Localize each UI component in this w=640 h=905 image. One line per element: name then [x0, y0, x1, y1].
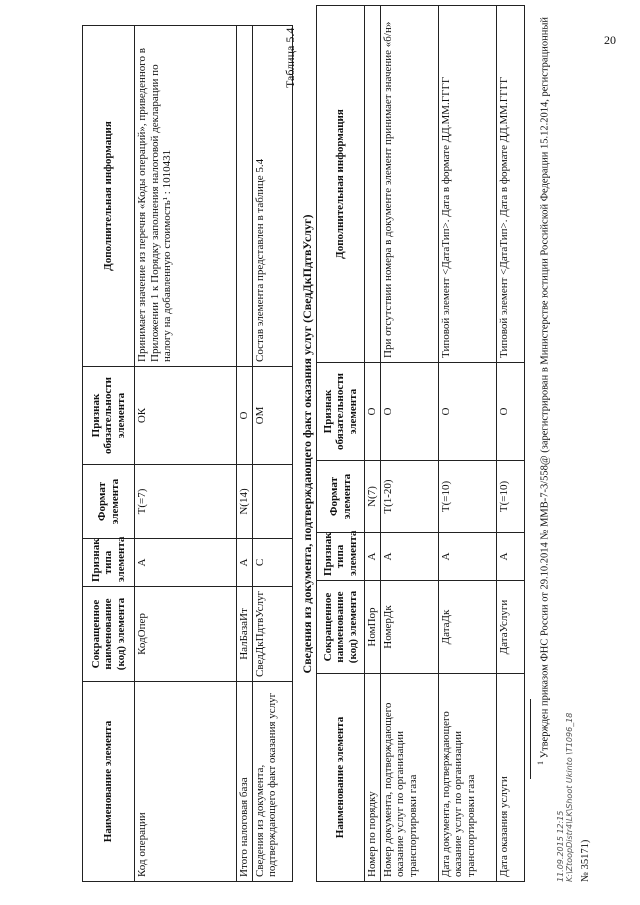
cell-format: T(1-20)	[380, 461, 438, 533]
table-row	[252, 26, 292, 882]
cell-type: А	[237, 539, 253, 587]
cell-name: Сведения из документа, подтверждающего факт оказания услуг	[252, 682, 292, 882]
table-row	[135, 26, 237, 882]
header-code: Сокращенное наименование (код) элемента	[317, 581, 365, 674]
table-header-row	[317, 6, 365, 882]
header-required: Признак обязательности элемента	[83, 367, 135, 465]
footnote	[534, 5, 552, 765]
cell-format: T(=10)	[496, 461, 524, 533]
table-row	[496, 6, 524, 882]
table-row	[365, 6, 381, 882]
footnote-text: Утвержден приказом ФНС России от 29.10.2014 № ММВ-7-3/558@ (зарегистрирован в Министерстве юстиции Российской Федерации 15.12.2014, регистрационный	[539, 17, 551, 759]
table-kod-operacii	[82, 25, 293, 882]
header-type: Признак типа элемента	[83, 539, 135, 587]
cell-required: О	[496, 363, 524, 461]
header-format: Формат элемента	[83, 465, 135, 539]
cell-code: КодОпер	[135, 587, 237, 682]
cell-format: N(14)	[237, 465, 253, 539]
header-required: Признак обязательности элемента	[317, 363, 365, 461]
cell-required: ОК	[135, 367, 237, 465]
cell-type: А	[380, 533, 438, 581]
cell-name: Итого налоговая база	[237, 682, 253, 882]
cell-type: А	[135, 539, 237, 587]
table-row	[438, 6, 496, 882]
cell-code: НалБазаИт	[237, 587, 253, 682]
table-row	[380, 6, 438, 882]
table-heading: Сведения из документа, подтверждающего факт оказания услуг (СведДкПдтвУслуг)	[300, 214, 314, 674]
cell-name: Дата документа, подтверждающего оказание услуг по организации транспортировки газа	[438, 674, 496, 882]
table-header-row	[83, 26, 135, 882]
footnote-divider	[530, 699, 531, 779]
table-number: Таблица 5.4	[283, 27, 297, 88]
stamp-line-1: 11.09.2015 12:15	[556, 810, 565, 882]
cell-type: А	[438, 533, 496, 581]
table-row	[237, 26, 253, 882]
cell-info: Состав элемента представлен в таблице 5.4	[252, 26, 292, 367]
cell-format	[252, 465, 292, 539]
cell-code: ДатаУслуги	[496, 581, 524, 674]
cell-name: Код операции	[135, 682, 237, 882]
cell-info	[237, 26, 253, 367]
header-code: Сокращенное наименование (код) элемента	[83, 587, 135, 682]
page-number: 20	[604, 33, 616, 47]
cell-required: О	[365, 363, 381, 461]
file-stamp	[556, 713, 574, 882]
table-svedeniya-uslug	[316, 5, 525, 882]
cell-required: О	[438, 363, 496, 461]
header-info: Дополнительная информация	[83, 26, 135, 367]
cell-format: N(7)	[365, 461, 381, 533]
cell-name: Номер по порядку	[365, 674, 381, 882]
cell-info	[365, 6, 381, 363]
cell-type: А	[496, 533, 524, 581]
cell-code: НомерДк	[380, 581, 438, 674]
cell-code: СведДкПдтвУслуг	[252, 587, 292, 682]
header-format: Формат элемента	[317, 461, 365, 533]
cell-name: Дата оказания услуги	[496, 674, 524, 882]
stamp-line-2: K:\ZtoopDistr4\LK\Shoot Ukinto \T1096_18	[565, 712, 574, 882]
cell-format: T(=10)	[438, 461, 496, 533]
cell-info: Принимает значение из перечня «Коды операций», приведенного в Приложении 1 к Порядку заполнения налоговой декларации по налогу на добавленную стоимость¹ : 1010431	[135, 26, 237, 367]
header-info: Дополнительная информация	[317, 6, 365, 363]
cell-info: При отсутствии номера в документе элемент принимает значение «б/н»	[380, 6, 438, 363]
cell-required: О	[380, 363, 438, 461]
footnote-continuation: № 35171)	[580, 839, 591, 882]
header-name: Наименование элемента	[83, 682, 135, 882]
header-name: Наименование элемента	[317, 674, 365, 882]
cell-type: А	[365, 533, 381, 581]
footnote-mark: 1	[536, 761, 545, 765]
header-type: Признак типа элемента	[317, 533, 365, 581]
cell-code: ДатаДк	[438, 581, 496, 674]
cell-info: Типовой элемент <ДатаТип>. Дата в формате ДД.ММ.ГГГГ	[496, 6, 524, 363]
cell-info: Типовой элемент <ДатаТип>. Дата в формате ДД.ММ.ГГГГ	[438, 6, 496, 363]
cell-code: НомПор	[365, 581, 381, 674]
cell-name: Номер документа, подтверждающего оказание услуг по организации транспортировки газа	[380, 674, 438, 882]
cell-required: О	[237, 367, 253, 465]
cell-required: ОМ	[252, 367, 292, 465]
cell-format: T(=7)	[135, 465, 237, 539]
cell-type: С	[252, 539, 292, 587]
